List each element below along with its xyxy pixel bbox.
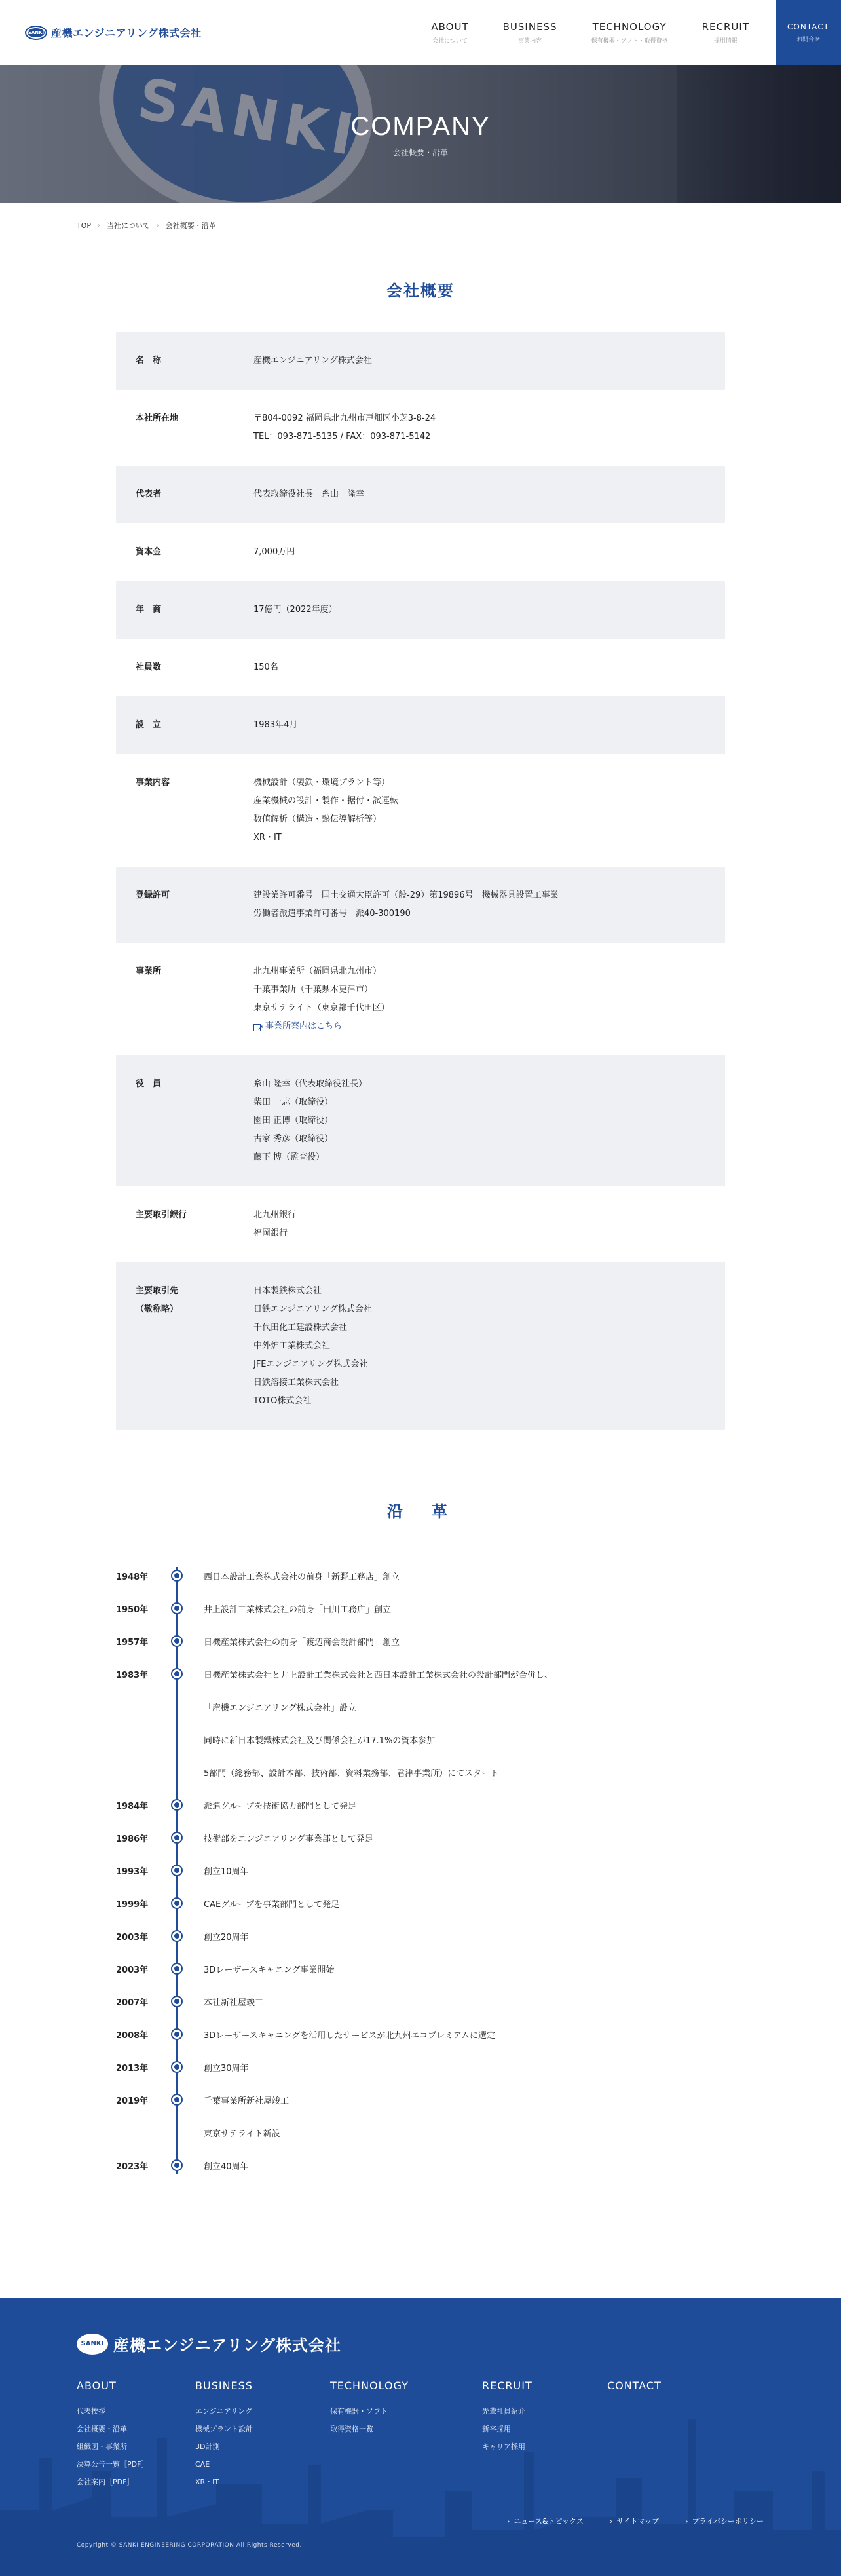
overview-value-line: 機械設計（製鉄・環境プラント等） <box>253 778 390 787</box>
breadcrumb-about[interactable]: 当社について <box>107 221 150 230</box>
timeline-row <box>116 1657 725 1690</box>
footer-col-heading[interactable]: CONTACT <box>607 2379 662 2392</box>
footer-link[interactable]: XR・IT <box>195 2478 219 2486</box>
timeline-dot-icon <box>172 2161 181 2170</box>
timeline-dot-icon <box>172 1669 181 1678</box>
timeline-dot-icon <box>172 1637 181 1646</box>
nav-label-en: CONTACT <box>787 22 829 31</box>
nav-recruit[interactable] <box>685 0 766 65</box>
footer-link[interactable]: 新卒採用 <box>482 2425 511 2433</box>
site-logo[interactable] <box>0 0 202 65</box>
overview-value <box>253 1075 367 1167</box>
timeline-row <box>116 1756 725 1789</box>
chevron-right-icon: › <box>609 2516 613 2526</box>
footer-col-technology <box>330 2379 482 2491</box>
timeline-dot-icon <box>172 1964 181 1973</box>
footer-link[interactable]: 先輩社員紹介 <box>482 2407 525 2415</box>
hero-banner <box>0 65 841 203</box>
timeline-row <box>116 2149 725 2182</box>
footer-col-recruit <box>482 2379 607 2491</box>
overview-value-line: 労働者派遣事業許可番号 派40-300190 <box>253 909 411 919</box>
timeline-row <box>116 1592 725 1625</box>
timeline-text: 技術部をエンジニアリング事業部として発足 <box>204 1834 373 1844</box>
timeline-text: 同時に新日本製鐵株式会社及び関係会社が17.1%の資本参加 <box>204 1735 436 1746</box>
timeline-row <box>116 1985 725 2018</box>
timeline-dot-icon <box>172 1735 181 1744</box>
timeline-year: 1950年 <box>116 1604 149 1615</box>
overview-label: 主要取引銀行 <box>136 1210 187 1220</box>
nav-technology[interactable] <box>574 0 685 65</box>
overview-row <box>116 754 725 867</box>
overview-value <box>253 543 295 561</box>
page-title: COMPANY <box>350 112 491 141</box>
page-subtitle: 会社概要・沿革 <box>392 148 448 157</box>
footer-nav <box>77 2379 686 2491</box>
overview-value-line: 150名 <box>253 662 278 672</box>
overview-value <box>253 774 398 847</box>
timeline-dot-icon <box>172 2128 181 2137</box>
timeline-row <box>116 2051 725 2083</box>
footer-link[interactable]: 代表挨拶 <box>77 2407 105 2415</box>
timeline-year: 2019年 <box>116 2096 149 2106</box>
overview-value-line: 数値解析（構造・熱伝導解析等） <box>253 814 382 824</box>
timeline-dot-icon <box>172 1800 181 1809</box>
overview-row <box>116 390 725 466</box>
timeline-dot-icon <box>172 2095 181 2104</box>
nav-business[interactable] <box>486 0 574 65</box>
overview-value-line: 北九州事業所（福岡県北九州市） <box>253 966 382 976</box>
overview-value-line: TEL：093-871-5135 / FAX：093-871-5142 <box>253 432 431 442</box>
chevron-right-icon: › <box>685 2516 688 2526</box>
overview-row <box>116 523 725 581</box>
sitemap-link-label: サイトマップ <box>616 2517 660 2526</box>
external-link-icon <box>253 1023 262 1031</box>
timeline-row <box>116 1854 725 1887</box>
timeline-row <box>116 1690 725 1723</box>
nav-label-en: BUSINESS <box>502 20 557 33</box>
breadcrumb <box>0 203 841 231</box>
timeline-text: 3Dレーザースキャニングを活用したサービスが北九州エコプレミアムに選定 <box>204 2030 495 2041</box>
timeline-text: 日機産業株式会社の前身「渡辺商会設計部門」創立 <box>204 1637 400 1648</box>
office-guide-link[interactable] <box>253 1017 390 1036</box>
nav-label-ja: 保有機器・ソフト・取得資格 <box>591 37 668 45</box>
overview-label: 名 称 <box>136 356 162 366</box>
overview-value-line: 糸山 隆幸（代表取締役社長） <box>253 1079 367 1089</box>
timeline-dot-icon <box>172 1768 181 1777</box>
site-header <box>0 0 841 65</box>
breadcrumb-top[interactable]: TOP <box>77 221 92 230</box>
timeline-dot-icon <box>172 1833 181 1842</box>
history-timeline <box>116 1559 725 2182</box>
overview-value-line: 日鉄溶接工業株式会社 <box>253 1378 339 1388</box>
timeline-row <box>116 2116 725 2149</box>
overview-row <box>116 1055 725 1186</box>
nav-label-ja: 採用情報 <box>713 37 738 45</box>
footer-col-contact <box>607 2379 686 2491</box>
nav-label-en: ABOUT <box>431 20 469 33</box>
footer-link[interactable]: エンジニアリング <box>195 2407 253 2415</box>
overview-value-line: 東京サテライト（東京都千代田区） <box>253 1003 390 1013</box>
overview-row <box>116 867 725 943</box>
overview-row <box>116 332 725 390</box>
overview-value <box>253 601 337 619</box>
timeline-text: 千葉事業所新社屋竣工 <box>204 2096 290 2106</box>
overview-value <box>253 1206 296 1243</box>
footer-col-heading[interactable]: ABOUT <box>77 2379 117 2392</box>
timeline-year: 2007年 <box>116 1998 149 2008</box>
overview-value-line: 日鉄エンジニアリング株式会社 <box>253 1304 372 1314</box>
overview-value-line: 産業機械の設計・製作・据付・試運転 <box>253 796 399 806</box>
overview-value-line: 建設業許可番号 国土交通大臣許可（般-29）第19896号 機械器具設置工事業 <box>253 890 559 900</box>
timeline-row <box>116 1559 725 1592</box>
timeline-text: 井上設計工業株式会社の前身「田川工務店」創立 <box>204 1604 392 1615</box>
timeline-text: 創立30周年 <box>204 2063 249 2074</box>
timeline-text: CAEグループを事業部門として発足 <box>204 1899 340 1910</box>
timeline-text: 創立40周年 <box>204 2161 249 2172</box>
overview-value-line: 藤下 博（監査役） <box>253 1152 325 1162</box>
footer-col-business <box>195 2379 330 2491</box>
timeline-dot-icon <box>172 1604 181 1613</box>
timeline-year: 1999年 <box>116 1899 149 1910</box>
overview-value <box>253 352 372 370</box>
news-link[interactable] <box>507 2516 584 2526</box>
hero-text <box>0 112 841 158</box>
timeline-year: 1986年 <box>116 1834 149 1844</box>
nav-contact-button[interactable] <box>776 0 841 65</box>
privacy-link-label: プライバシーポリシー <box>692 2517 764 2526</box>
overview-row <box>116 581 725 639</box>
overview-value-line: 7,000万円 <box>253 547 295 557</box>
overview-value-line: 福岡銀行 <box>253 1228 288 1238</box>
timeline-text: 3Dレーザースキャニング事業開始 <box>204 1965 335 1975</box>
timeline-dot-icon <box>172 2062 181 2072</box>
footer-col-heading[interactable]: BUSINESS <box>195 2379 253 2392</box>
overview-value-line: TOTO株式会社 <box>253 1396 312 1406</box>
footer-link[interactable]: CAE <box>195 2460 210 2469</box>
timeline-row <box>116 2083 725 2116</box>
overview-value-line: 代表取締役社長 糸山 隆幸 <box>253 489 365 499</box>
overview-row <box>116 1186 725 1262</box>
footer-col-heading[interactable]: TECHNOLOGY <box>330 2379 409 2392</box>
timeline-dot-icon <box>172 1866 181 1875</box>
timeline-text: 西日本設計工業株式会社の前身「新野工務店」創立 <box>204 1572 400 1582</box>
overview-value-line: 日本製鉄株式会社 <box>253 1286 322 1296</box>
timeline-row <box>116 1920 725 1952</box>
overview-label: 主要取引先 （敬称略） <box>136 1286 179 1314</box>
overview-value-line: 〒804-0092 福岡県北九州市戸畑区小芝3-8-24 <box>253 413 436 423</box>
footer-sub-links <box>507 2516 764 2526</box>
news-link-label: ニュース&トピックス <box>514 2517 584 2526</box>
timeline-dot-icon <box>172 1931 181 1941</box>
nav-about[interactable] <box>414 0 485 65</box>
overview-label: 役 員 <box>136 1079 162 1089</box>
footer-logo-text: 産機エンジニアリング株式会社 <box>113 2336 341 2355</box>
nav-label-ja: 会社について <box>432 37 468 45</box>
overview-value-line: 中外炉工業株式会社 <box>253 1341 331 1351</box>
overview-value <box>253 962 390 1036</box>
site-footer <box>0 2298 841 2576</box>
footer-link[interactable]: 決算公告一覧［PDF］ <box>77 2460 149 2469</box>
timeline-year: 1984年 <box>116 1801 149 1811</box>
global-nav <box>414 0 841 65</box>
chevron-right-icon: › <box>507 2516 510 2526</box>
overview-value-line: JFEエンジニアリング株式会社 <box>253 1359 368 1369</box>
copyright: Copyright © SANKI ENGINEERING CORPORATION All Rights Reserved. <box>77 2542 302 2548</box>
timeline-text: 創立10周年 <box>204 1866 249 1877</box>
overview-value-line: 園田 正博（取締役） <box>253 1116 333 1126</box>
timeline-text: 日機産業株式会社と井上設計工業株式会社と西日本設計工業株式会社の設計部門が合併し、 <box>204 1670 553 1680</box>
privacy-link[interactable] <box>685 2516 764 2526</box>
footer-col-heading[interactable]: RECRUIT <box>482 2379 533 2392</box>
timeline-year: 2003年 <box>116 1965 149 1975</box>
footer-link[interactable]: キャリア採用 <box>482 2442 525 2451</box>
overview-value <box>253 658 278 677</box>
timeline-dot-icon <box>172 2030 181 2039</box>
overview-value-line: 北九州銀行 <box>253 1210 297 1220</box>
logo-text: 産機エンジニアリング株式会社 <box>51 27 202 39</box>
nav-label-en: RECRUIT <box>701 20 749 33</box>
overview-value-line: 17億円（2022年度） <box>253 605 337 615</box>
timeline-dot-icon <box>172 1571 181 1580</box>
overview-value-line: 千葉事業所（千葉県木更津市） <box>253 985 373 994</box>
overview-value-line: 1983年4月 <box>253 720 298 730</box>
overview-value-line: 柴田 一志（取締役） <box>253 1097 333 1107</box>
timeline-text: 本社新社屋竣工 <box>204 1998 264 2008</box>
office-guide-link-label: 事業所案内はこちら <box>265 1021 343 1031</box>
timeline-year: 2008年 <box>116 2030 149 2041</box>
breadcrumb-current: 会社概要・沿革 <box>165 221 216 230</box>
timeline-year: 1983年 <box>116 1670 149 1680</box>
timeline-row <box>116 2018 725 2051</box>
footer-link[interactable]: 会社案内［PDF］ <box>77 2478 134 2486</box>
overview-label: 年 商 <box>136 605 162 615</box>
timeline-year: 2003年 <box>116 1932 149 1942</box>
timeline-year: 1993年 <box>116 1866 149 1877</box>
overview-row <box>116 466 725 523</box>
footer-logo[interactable] <box>77 2332 341 2355</box>
timeline-year: 2013年 <box>116 2063 149 2074</box>
overview-value <box>253 716 297 734</box>
timeline-dot-icon <box>172 1702 181 1711</box>
overview-row <box>116 696 725 754</box>
overview-label: 事業内容 <box>136 778 170 787</box>
overview-value-line: 産機エンジニアリング株式会社 <box>253 356 372 366</box>
sanki-logo-icon: SANKI <box>25 26 47 40</box>
nav-label-en: TECHNOLOGY <box>592 20 667 33</box>
footer-link[interactable]: 取得資格一覧 <box>330 2425 373 2433</box>
hero-sign-text: SANKI <box>133 66 364 170</box>
footer-link[interactable]: 保有機器・ソフト <box>330 2407 388 2415</box>
footer-link[interactable]: 機械プラント設計 <box>195 2425 253 2433</box>
overview-value <box>253 409 436 446</box>
nav-label-ja: お問合せ <box>796 36 820 43</box>
overview-label: 本社所在地 <box>136 413 179 423</box>
chevron-right-icon: › <box>98 221 101 229</box>
timeline-row <box>116 1952 725 1985</box>
nav-label-ja: 事業内容 <box>518 37 542 45</box>
timeline-year: 1957年 <box>116 1637 149 1648</box>
timeline-dot-icon <box>172 1899 181 1908</box>
timeline-text: 東京サテライト新設 <box>204 2129 280 2139</box>
history-heading: 沿 革 <box>387 1502 454 1521</box>
overview-label: 設 立 <box>136 720 162 730</box>
overview-label: 事業所 <box>136 966 162 976</box>
timeline-year: 1948年 <box>116 1572 149 1582</box>
overview-row <box>116 943 725 1055</box>
overview-value-line: 千代田化工建設株式会社 <box>253 1323 348 1333</box>
timeline-row <box>116 1723 725 1756</box>
overview-label: 資本金 <box>136 547 162 557</box>
overview-value-line: XR・IT <box>253 833 282 843</box>
timeline-row <box>116 1821 725 1854</box>
timeline-text: 5部門（総務部、設計本部、技術部、資料業務部、君津事業所）にてスタート <box>204 1768 499 1779</box>
timeline-row <box>116 1887 725 1920</box>
footer-link[interactable]: 3D計測 <box>195 2442 220 2451</box>
overview-value-line: 古家 秀彦（取締役） <box>253 1134 333 1144</box>
overview-label: 社員数 <box>136 662 162 672</box>
company-overview-heading: 会社概要 <box>386 282 455 300</box>
company-overview-table <box>116 332 725 1430</box>
timeline-year: 2023年 <box>116 2161 149 2172</box>
overview-value <box>253 485 364 504</box>
chevron-right-icon: › <box>156 221 159 229</box>
overview-label: 登録許可 <box>136 890 170 900</box>
timeline-row <box>116 1789 725 1821</box>
overview-row <box>116 639 725 696</box>
timeline-text: 創立20周年 <box>204 1932 249 1942</box>
overview-row <box>116 1262 725 1430</box>
footer-link[interactable]: 組織図・事業所 <box>77 2442 127 2451</box>
overview-value <box>253 886 559 923</box>
footer-col-about <box>77 2379 195 2491</box>
timeline-dot-icon <box>172 1997 181 2006</box>
sanki-logo-icon: SANKI <box>77 2334 108 2355</box>
timeline-text: 派遣グループを技術協力部門として発足 <box>204 1801 356 1811</box>
footer-link[interactable]: 会社概要・沿革 <box>77 2425 127 2433</box>
overview-label: 代表者 <box>136 489 162 499</box>
timeline-text: 「産機エンジニアリング株式会社」設立 <box>204 1703 356 1713</box>
sitemap-link[interactable] <box>610 2516 659 2526</box>
timeline-row <box>116 1625 725 1657</box>
overview-value <box>253 1282 372 1411</box>
